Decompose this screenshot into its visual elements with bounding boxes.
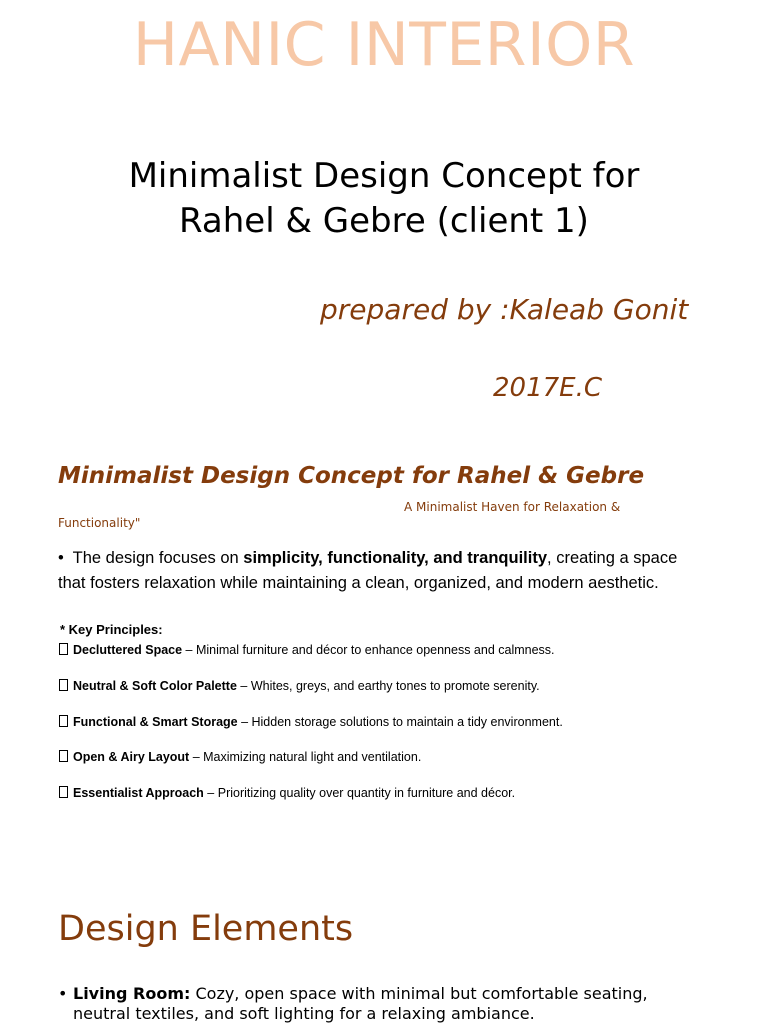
intro-bold: simplicity, functionality, and tranquility [243,549,548,567]
living-room-label: Living Room: [73,984,191,1003]
bullet-icon: • [58,984,68,1003]
title-line-2: Rahel & Gebre (client 1) [179,201,589,241]
intro-suffix: , creating a space that fosters relaxation while maintaining a clean, organized, and modern aesthetic. [58,549,678,592]
checkbox-icon [59,786,68,798]
principle-item [59,749,749,766]
principle-name: Neutral & Soft Color Palette [73,679,237,693]
year-label: 2017E.C [493,373,603,403]
intro-prefix: The design focuses on [72,549,244,567]
checkbox-icon [59,750,68,762]
principle-name: Functional & Smart Storage [73,715,238,729]
design-elements-heading: Design Elements [58,909,354,949]
principle-item [59,714,749,731]
principle-item [59,642,749,659]
principle-desc: – Minimal furniture and décor to enhance openness and calmness. [182,643,555,657]
principle-name: Essentialist Approach [73,786,204,800]
intro-paragraph [58,546,708,596]
prepared-by: prepared by :Kaleab Gonit [320,293,689,326]
bullet-icon: • [58,549,64,567]
checkbox-icon [59,643,68,655]
principle-desc: – Prioritizing quality over quantity in furniture and décor. [203,786,516,800]
subtitle-part-1: A Minimalist Haven for Relaxation & [404,500,621,514]
principle-desc: – Whites, greys, and earthy tones to promote serenity. [236,679,540,693]
checkbox-icon [59,679,68,691]
principle-name: Open & Airy Layout [73,750,190,764]
principle-desc: – Hidden storage solutions to maintain a tidy environment. [237,715,563,729]
principle-item [59,678,749,695]
page-title [84,154,684,244]
living-room-bullet [58,984,708,1024]
living-room-desc: Cozy, open space with minimal but comfortable seating, neutral textiles, and soft lighting for a relaxing ambiance. [73,984,648,1023]
living-room-text [73,984,708,1024]
key-principles-title: * Key Principles: [60,622,163,637]
company-name: HANIC INTERIOR [132,10,636,80]
section-heading: Minimalist Design Concept for Rahel & Gebre [58,463,645,489]
principle-item [59,785,749,802]
principle-name: Decluttered Space [73,643,183,657]
checkbox-icon [59,715,68,727]
principle-desc: – Maximizing natural light and ventilation. [189,750,422,764]
title-line-1: Minimalist Design Concept for [128,156,640,196]
subtitle-part-2: Functionality" [58,516,141,530]
